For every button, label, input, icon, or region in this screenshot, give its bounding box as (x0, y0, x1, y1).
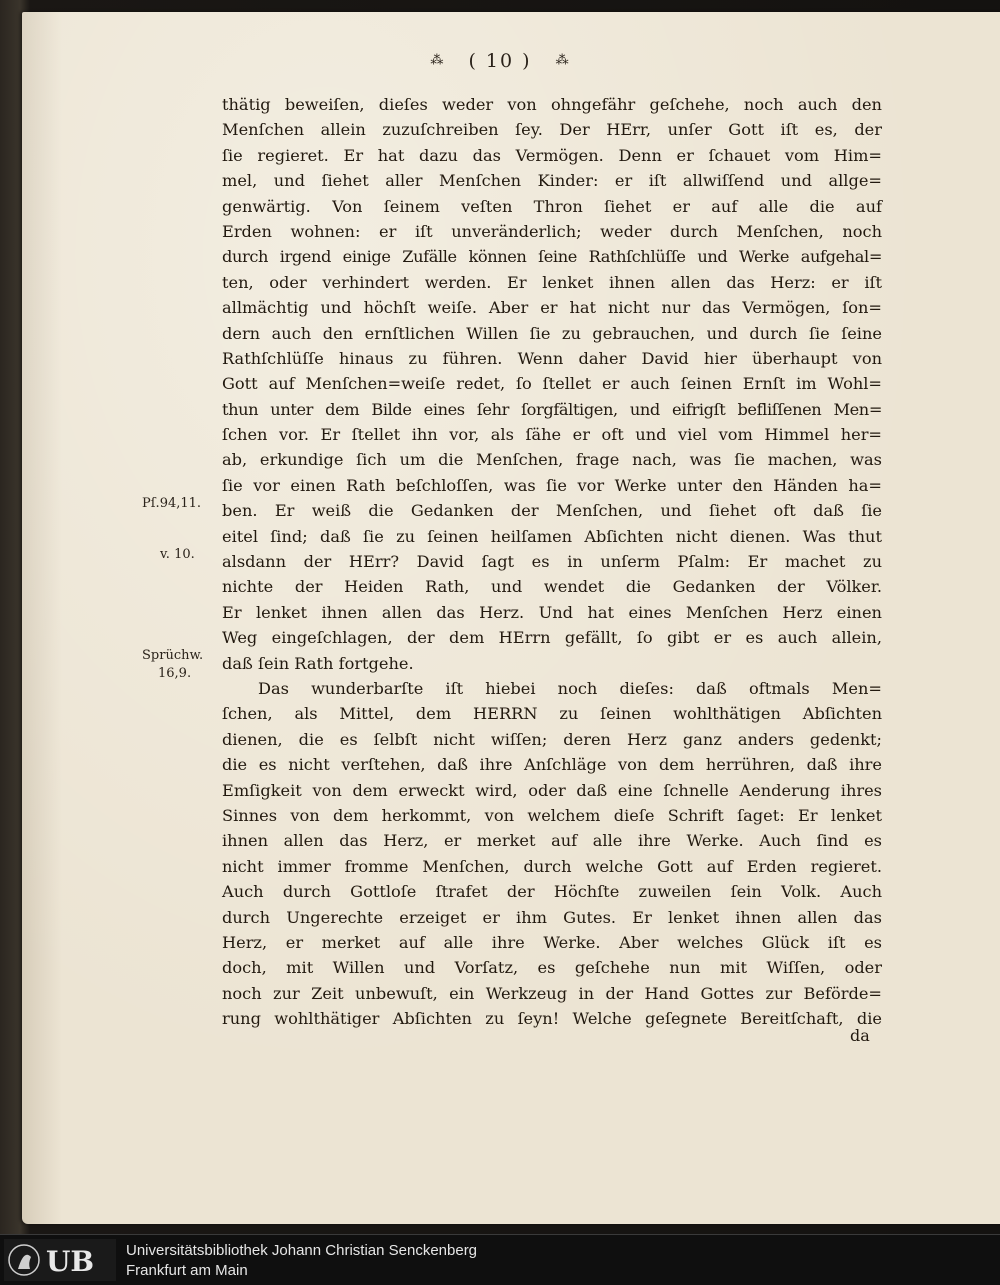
text-line: alsdann der HErr? David ſagt es in unſerm Pſalm: Er machet zu (222, 552, 882, 572)
text-line: mel, und ſiehet aller Menſchen Kinder: er iſt allwiſſend und allge= (222, 171, 882, 191)
text-line: Menſchen allein zuzuſchreiben ſey. Der HErr, unſer Gott iſt es, der (222, 120, 882, 140)
text-line: Das wunderbarſte iſt hiebei noch dieſes: daß oftmals Men= (258, 678, 882, 698)
catchword: da (850, 1026, 870, 1045)
body-text (222, 92, 882, 1031)
library-footer (0, 1234, 1000, 1285)
text-line: Erden wohnen: er iſt unveränderlich; weder durch Menſchen, noch (222, 221, 882, 241)
text-line: genwärtig. Von ſeinem veſten Thron ſiehet er auf alle die auf (222, 196, 882, 216)
text-line: Emſigkeit von dem erweckt wird, oder daß eine ſchnelle Aenderung ihres (222, 780, 882, 800)
text-line: daß ſein Rath fortgehe. (222, 653, 414, 673)
institution-name: Universitätsbibliothek Johann Christian Senckenberg (126, 1242, 478, 1259)
text-line: ben. Er weiß die Gedanken der Menſchen, und ſiehet oft daß ſie (222, 501, 882, 521)
text-line: ſchen vor. Er ſtellet ihn vor, als ſähe er oft und viel vom Himmel her= (222, 425, 882, 445)
text-line: Sinnes von dem herkommt, von welchem dieſe Schrift ſaget: Er lenket (222, 805, 882, 825)
text-line: thun unter dem Bilde eines ſehr ſorgfältigen, und eifrigſt befliſſenen Men= (222, 399, 882, 419)
text-line: ſchen, als Mittel, dem HERRN zu ſeinen wohlthätigen Abſichten (222, 704, 882, 724)
text-line: dern auch den ernſtlichen Willen ſie zu gebrauchen, und durch ſie ſeine (222, 323, 882, 343)
ornament-right: ⁂ (555, 53, 570, 68)
text-line: Er lenket ihnen allen das Herz. Und hat eines Menſchen Herz einen (222, 602, 882, 622)
page-number: ( 10 ) (468, 50, 532, 72)
text-line: Rathſchlüſſe hinaus zu führen. Wenn daher David hier überhaupt von (222, 348, 882, 368)
text-line: Gott auf Menſchen=weiſe redet, ſo ſtellet er auch ſeinen Ernſt im Wohl= (222, 374, 882, 394)
text-line: Weg eingeſchlagen, der dem HErrn gefällt, ſo gibt er es auch allein, (222, 628, 882, 648)
text-line: doch, mit Willen und Vorſatz, es geſchehe nun mit Wiſſen, oder (222, 958, 882, 978)
text-line: rung wohlthätiger Abſichten zu ſeyn! Welche geſegnete Bereitſchaft, die (222, 1009, 882, 1029)
margin-note-verse: v. 10. (160, 547, 195, 562)
text-line: eitel ſind; daß ſie zu ſeinen heilſamen Abſichten nicht dienen. Was thut (222, 526, 882, 546)
page-header (0, 50, 1000, 72)
text-line: ihnen allen das Herz, er merket auf alle ihre Werke. Auch ſind es (222, 831, 882, 851)
text-line: ſie vor einen Rath beſchloſſen, was ſie vor Werke unter den Händen ha= (222, 475, 882, 495)
text-line: noch zur Zeit unbewuſt, ein Werkzeug in der Hand Gottes zur Beförde= (222, 983, 882, 1003)
text-line: ſie regieret. Er hat dazu das Vermögen. Denn er ſchauet vom Him= (222, 145, 882, 165)
text-line: Herz, er merket auf alle ihre Werke. Aber welches Glück iſt es (222, 932, 882, 952)
margin-note-proverbs-ref: 16,9. (158, 666, 192, 681)
text-line: Auch durch Gottloſe ſtrafet der Höchſte zuweilen ſein Volk. Auch (222, 882, 882, 902)
text-line: ten, oder verhindert werden. Er lenket ihnen allen das Herz: er iſt (222, 272, 882, 292)
margin-note-proverbs: Sprüchw. (142, 648, 204, 663)
text-line: durch Ungerechte erzeiget er ihm Gutes. Er lenket ihnen allen das (222, 907, 882, 927)
text-line: thätig beweiſen, dieſes weder von ohngefähr geſchehe, noch auch den (222, 95, 882, 114)
text-line: dienen, die es ſelbſt nicht wiſſen; deren Herz ganz anders gedenkt; (222, 729, 882, 749)
institution-city: Frankfurt am Main (126, 1262, 248, 1279)
text-line: durch irgend einige Zufälle können ſeine Rathſchlüſſe und Werke aufgehal= (222, 247, 882, 267)
text-line: nicht immer fromme Menſchen, durch welche Gott auf Erden regieret. (222, 856, 882, 876)
logo-text: UB (46, 1245, 95, 1278)
text-line: nichte der Heiden Rath, und wendet die Gedanken der Völker. (222, 577, 882, 597)
text-line: ab, erkundige ſich um die Menſchen, frage nach, was ſie machen, was (222, 450, 882, 470)
ornament-left: ⁂ (430, 53, 445, 68)
library-logo[interactable] (4, 1239, 116, 1281)
text-line: allmächtig und höchſt weiſe. Aber er hat nicht nur das Vermögen, ſon= (222, 298, 882, 318)
margin-note-psalm: Pſ.94,11. (142, 496, 202, 511)
text-line: die es nicht verſtehen, daß ihre Anſchläge von dem herrühren, daß ihre (222, 755, 882, 775)
